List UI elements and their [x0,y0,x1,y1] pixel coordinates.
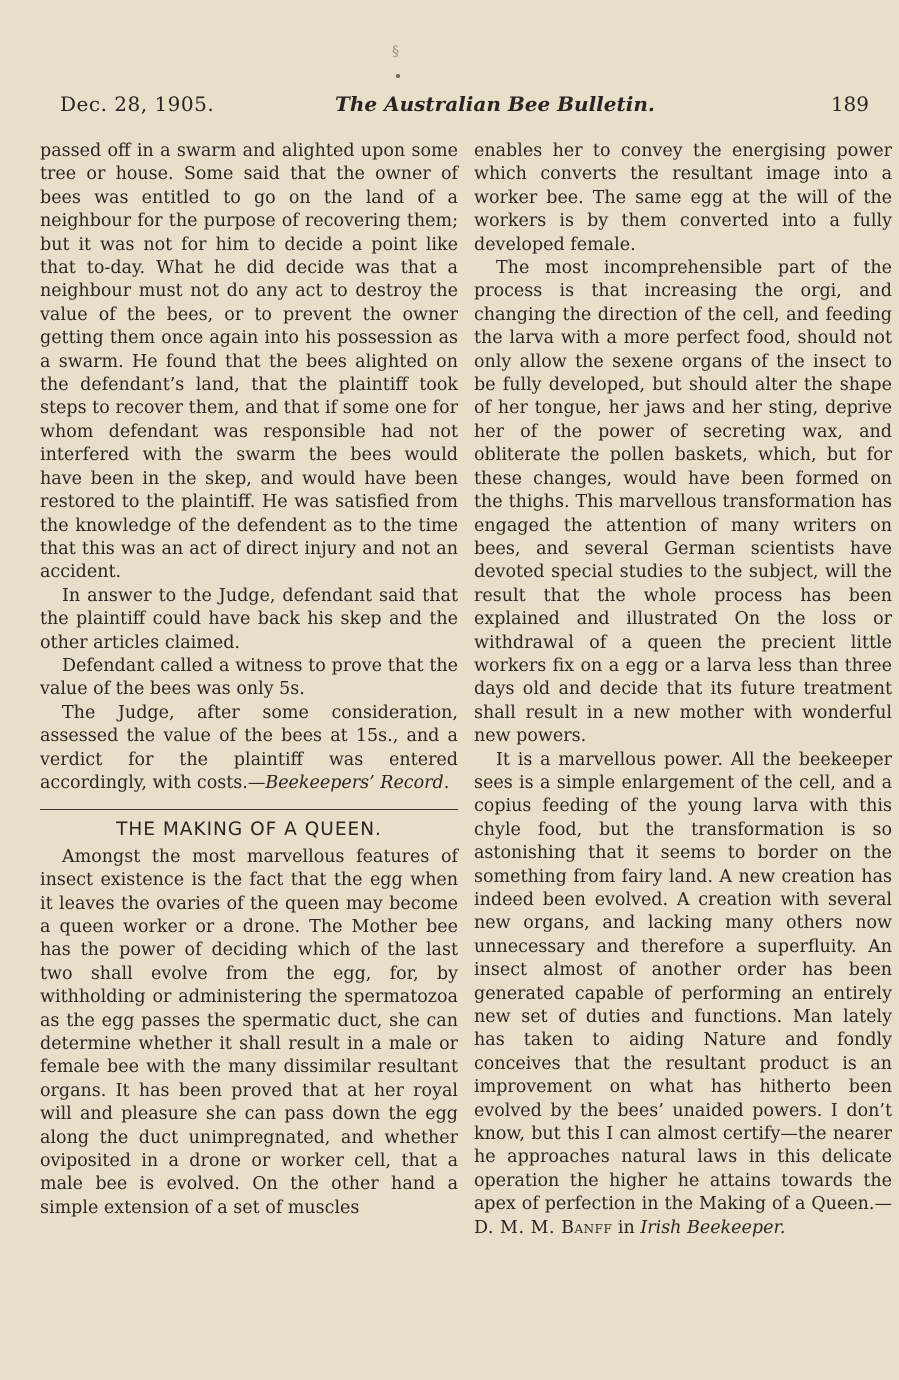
right-column [474,140,892,1240]
paragraph-text: The Judge, after some consideration, assessed the value of the bees at 15s., and a verdict for the plaintiff was entered accordingly, with costs.— [40,702,458,793]
running-header [60,92,869,122]
section-divider [40,809,458,810]
issue-date: Dec. 28, 1905. [60,92,215,116]
paragraph-text: It is a marvellous power. All the beekeeper sees is a simple enlargement of the cell, and a copius feeding of the young larva with this chyle food, but the transformation is so astonishing that it seems to border on the something from fairy land. A new creation has indeed been evolved. A creation with several new organs, and lacking many others now unnecessary and therefore a superfluity. An insect almost of another order has been generated capable of performing an entirely new set of duties and functions. Man lately has taken to aiding Nature and fondly conceives that the resultant product is an improvement on what has hitherto been evolved by the bees’ unaided powers. I don’t know, but this I can almost certify—the nearer he approaches natural laws in this delicate operation the higher he attains towards the apex of perfection in the Making of a Queen.— [474,749,892,1215]
paragraph: enables her to convey the energising power which converts the resultant image into a worker bee. The same egg at the will of the workers is by them converted into a fully developed female. [474,141,892,255]
connector-text: in [612,1217,641,1238]
journal-title: The Australian Bee Bulletin. [335,92,655,116]
paragraph: Amongst the most marvellous features of insect existence is the fact that the egg when it leaves the ovaries of the queen may become a queen worker or a drone. The Mother bee has the power of deciding which of the last two shall evolve from the egg, for, by withholding or administering the spermatozoa as the egg passes the spermatic duct, she can determine whether it shall result in a male or female bee with the many dissimilar resultant organs. It has been proved that at her royal will and pleasure she can pass down the egg along the duct unimpregnated, and whether oviposited in a drone or worker cell, that a male bee is evolved. On the other hand a simple extension of a set of muscles [40,846,458,1218]
article-heading: THE MAKING OF A QUEEN. [116,819,382,841]
paragraph [40,702,458,796]
paragraph [474,749,892,1241]
ink-dot [396,74,400,78]
source-citation: Beekeepers’ Record. [265,772,450,793]
page-mark: § [392,44,399,60]
author-credit: D. M. M. Banff [474,1217,613,1238]
left-column [40,140,458,1220]
paragraph: In answer to the Judge, defendant said that the plaintiff could have back his skep and the other articles claimed. [40,585,458,653]
page-number: 189 [830,92,869,116]
paragraph: Defendant called a witness to prove that the value of the bees was only 5s. [40,655,458,700]
source-citation: Irish Beekeeper. [640,1217,786,1238]
paragraph: The most incomprehensible part of the process is that increasing the orgi, and changing the direction of the cell, and feeding the larva with a more perfect food, should not only allow the sexene organs of the insect to be fully developed, but should alter the shape of her tongue, her jaws and her sting, deprive her of the power of secreting wax, and obliterate the pollen baskets, which, but for these changes, would have been formed on the thighs. This marvellous transformation has engaged the attention of many writers on bees, and several German scientists have devoted special studies to the subject, will the result that the whole process has been explained and illustrated On the loss or withdrawal of a queen the precient little workers fix on a egg or a larva less than three days old and decide that its future treatment shall result in a new mother with wonderful new powers. [474,258,892,747]
paragraph: passed off in a swarm and alighted upon some tree or house. Some said that the owner of bees was entitled to go on the land of a neighbour for the purpose of recovering them; but it was not for him to decide a point like that to-day. What he did decide was that a neighbour must not do any act to destroy the value of the bees, or to prevent the owner getting them once again into his possession as a swarm. He found that the bees alighted on the defendant’s land, that the plaintiff took steps to recover them, and that if some one for whom defendant was responsible had not interfered with the swarm the bees would have been in the skep, and would have been restored to the plaintiff. He was satisfied from the knowledge of the defendent as to the time that this was an act of direct injury and not an accident. [40,141,458,583]
